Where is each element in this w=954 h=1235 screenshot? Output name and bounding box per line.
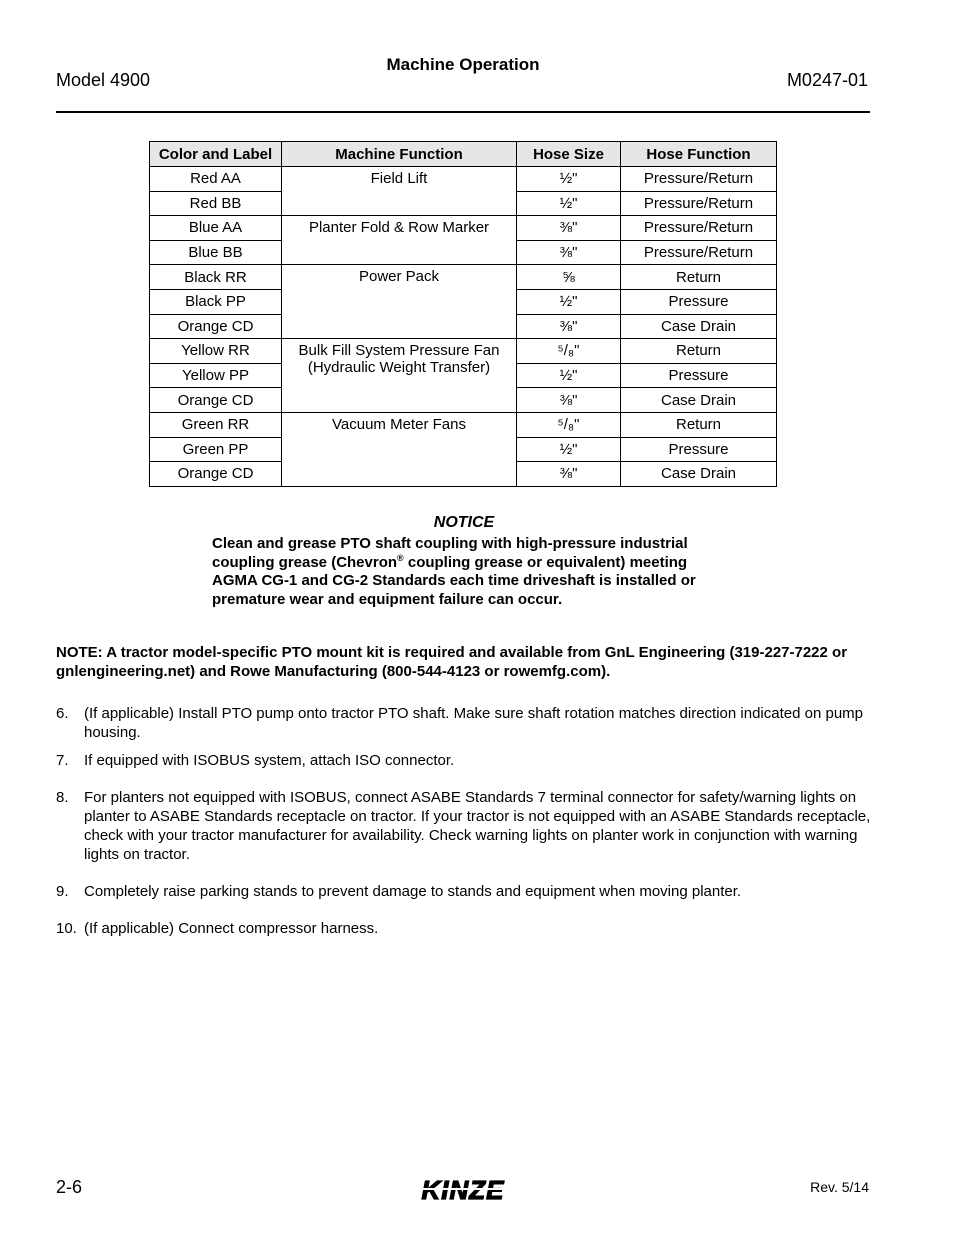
hose-size-cell: ⅝	[517, 265, 621, 290]
column-header: Hose Size	[517, 142, 621, 167]
hose-size-cell: ⅜"	[517, 314, 621, 339]
color-label-cell: Blue AA	[150, 216, 282, 241]
pto-kit-note: NOTE: A tractor model-specific PTO mount kit is required and available from GnL Engineering (319-227-7222 or gnlengineering.net) and Rowe Manufacturing (800-544-4123 or rowemfg.com).	[56, 644, 848, 680]
color-label-cell: Green PP	[150, 437, 282, 462]
hose-function-cell: Pressure/Return	[621, 240, 777, 265]
hose-size-cell: ⅜"	[517, 462, 621, 487]
table-row	[150, 339, 777, 364]
hose-function-cell: Case Drain	[621, 388, 777, 413]
logo-wordmark: KINZE	[421, 1176, 505, 1204]
notice-text: Clean and grease PTO shaft coupling with high-pressure industrial coupling grease (Chevron	[212, 535, 688, 571]
hose-function-cell: Pressure/Return	[621, 191, 777, 216]
table-row	[150, 216, 777, 241]
machine-function-cell: Power Pack	[282, 265, 517, 339]
column-header: Machine Function	[282, 142, 517, 167]
machine-function-cell: Bulk Fill System Pressure Fan (Hydraulic Weight Transfer)	[282, 339, 517, 413]
revision-date: Rev. 5/14	[810, 1179, 869, 1195]
hose-size-cell: ⅜"	[517, 216, 621, 241]
hose-table	[149, 141, 777, 487]
column-header: Hose Function	[621, 142, 777, 167]
notice-text: coupling grease or equivalent) meeting AGMA CG-1 and CG-2 Standards each time driveshaft is installed or premature wear and equipment failure can occur.	[212, 553, 696, 609]
hose-size-cell: ⁵/₈"	[517, 412, 621, 437]
kinze-logo	[402, 1176, 524, 1204]
color-label-cell: Black RR	[150, 265, 282, 290]
table-header-row	[150, 142, 777, 167]
step-item	[56, 704, 874, 742]
hose-size-cell: ⁵/₈"	[517, 339, 621, 364]
registered-mark: ®	[397, 552, 404, 563]
color-label-cell: Orange CD	[150, 462, 282, 487]
hose-size-cell: ⅜"	[517, 388, 621, 413]
color-label-cell: Orange CD	[150, 314, 282, 339]
hose-function-cell: Pressure	[621, 289, 777, 314]
table-row	[150, 412, 777, 437]
step-text: If equipped with ISOBUS system, attach ISO connector.	[84, 752, 455, 769]
step-number: 6.	[56, 705, 69, 722]
hose-function-cell: Pressure	[621, 363, 777, 388]
hose-function-cell: Pressure	[621, 437, 777, 462]
color-label-cell: Yellow RR	[150, 339, 282, 364]
hose-function-cell: Pressure/Return	[621, 167, 777, 192]
step-number: 8.	[56, 789, 69, 806]
step-text: For planters not equipped with ISOBUS, connect ASABE Standards 7 terminal connector for safety/warning lights on planter to ASABE Standards receptacle on tractor. If your tractor is not equipped with an ASABE Standards receptacle, check with your tractor manufacturer for availability. Check warning lights on planter work in conjunction with warning lights on tractor.	[84, 789, 871, 863]
model-label: Model 4900	[56, 70, 151, 90]
color-label-cell: Orange CD	[150, 388, 282, 413]
step-text: Completely raise parking stands to prevent damage to stands and equipment when moving planter.	[84, 883, 742, 900]
page-number: 2-6	[56, 1177, 83, 1197]
hose-size-cell: ½"	[517, 363, 621, 388]
color-label-cell: Red BB	[150, 191, 282, 216]
notice-title: NOTICE	[433, 514, 495, 531]
step-text: (If applicable) Install PTO pump onto tractor PTO shaft. Make sure shaft rotation matches direction indicated on pump housing.	[84, 705, 863, 741]
color-label-cell: Black PP	[150, 289, 282, 314]
hose-function-cell: Pressure/Return	[621, 216, 777, 241]
step-number: 9.	[56, 883, 69, 900]
step-item	[56, 788, 874, 864]
machine-function-cell: Field Lift	[282, 167, 517, 216]
color-label-cell: Red AA	[150, 167, 282, 192]
table-row	[150, 167, 777, 192]
hose-size-cell: ⅜"	[517, 240, 621, 265]
hose-size-cell: ½"	[517, 191, 621, 216]
step-number: 10.	[56, 920, 77, 937]
doc-number: M0247-01	[786, 70, 868, 90]
hose-function-cell: Case Drain	[621, 462, 777, 487]
step-item	[56, 751, 874, 770]
kinze-logo-mark	[402, 1176, 524, 1204]
notice-body	[212, 535, 732, 610]
step-text: (If applicable) Connect compressor harness.	[84, 920, 379, 937]
color-label-cell: Blue BB	[150, 240, 282, 265]
step-item	[56, 919, 874, 938]
hose-size-cell: ½"	[517, 167, 621, 192]
hose-function-cell: Return	[621, 339, 777, 364]
hose-size-cell: ½"	[517, 289, 621, 314]
header-divider	[56, 111, 870, 113]
machine-function-cell: Vacuum Meter Fans	[282, 412, 517, 486]
hose-function-cell: Return	[621, 265, 777, 290]
section-title: Machine Operation	[386, 55, 540, 74]
machine-function-cell: Planter Fold & Row Marker	[282, 216, 517, 265]
hose-function-cell: Return	[621, 412, 777, 437]
table-row	[150, 265, 777, 290]
hose-function-cell: Case Drain	[621, 314, 777, 339]
color-label-cell: Yellow PP	[150, 363, 282, 388]
color-label-cell: Green RR	[150, 412, 282, 437]
column-header: Color and Label	[150, 142, 282, 167]
step-number: 7.	[56, 752, 69, 769]
hose-size-cell: ½"	[517, 437, 621, 462]
step-item	[56, 882, 874, 901]
